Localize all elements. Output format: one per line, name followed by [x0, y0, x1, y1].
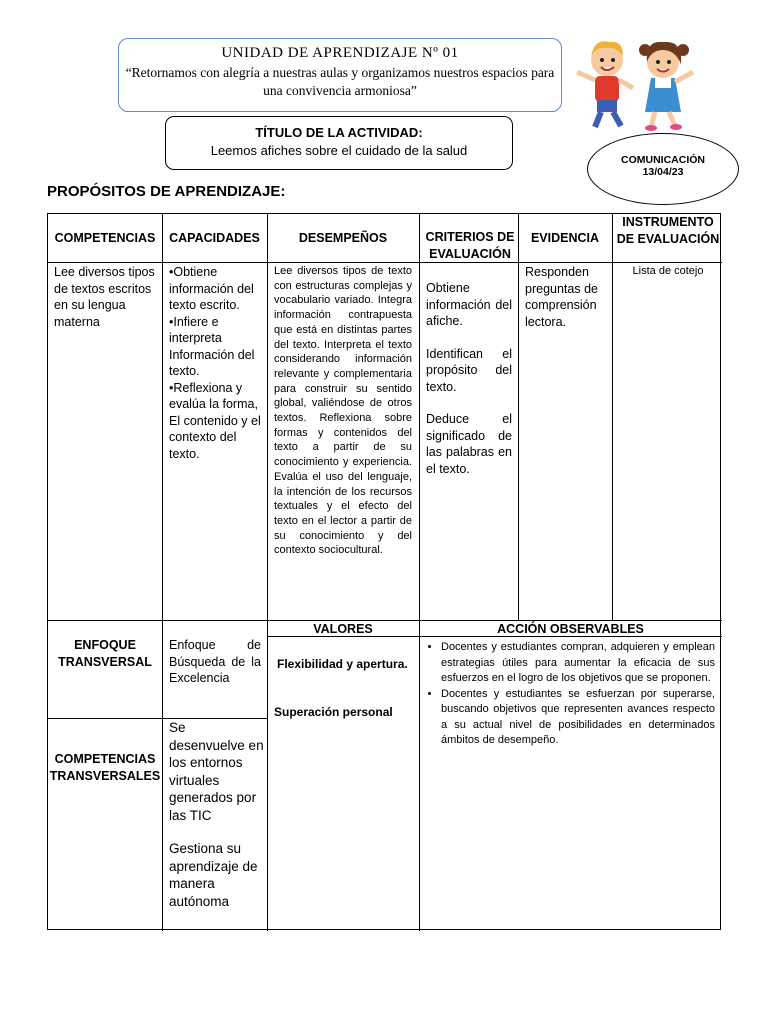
criterio-item: Deduce el significado de las palabras en el texto.	[426, 412, 512, 476]
transversales-list	[169, 719, 265, 910]
criterios-list	[426, 280, 512, 477]
enfoque-name: Enfoque de Búsqueda de la Excelencia	[169, 638, 261, 685]
area-oval	[587, 133, 739, 205]
criterio-item: Obtiene información del afiche.	[426, 281, 512, 328]
unit-title: UNIDAD DE APRENDIZAJE Nº 01	[221, 45, 459, 61]
transversal-item: Se desenvuelve en los entornos virtuales generados por las TIC	[169, 720, 264, 823]
activity-box	[165, 116, 513, 170]
header-criterios: CRITERIOS DE EVALUACIÓN	[425, 230, 515, 261]
header-competencias: COMPETENCIAS	[54, 231, 156, 245]
valor-item: Superación personal	[274, 705, 393, 719]
capacidad-item: •Obtiene información del texto escrito.	[169, 265, 254, 312]
header-desempenos: DESEMPEÑOS	[298, 231, 388, 245]
desempeno-text: Lee diversos tipos de texto con estructuras complejas y vocabulario variado. Integra información contrapuesta que está en distintas partes del texto. Interpreta el texto considerando información relevante y complementaria para construir su sentido global, valiéndose de otros textos. Reflexiona sobre formas y contenidos del texto a partir de su conocimiento y experiencia. Evalúa el uso del lenguaje, la intención de los recursos textuales y el efecto del texto en el lector a partir de su conocimiento y del contexto sociocultural.	[274, 265, 412, 557]
accion-item: • Docentes y estudiantes compran, adquieren y emplean estrategias útiles para aumentar la eficacia de sus esfuerzos en el logro de los objetivos que se proponen.	[441, 640, 715, 687]
capacidades-list	[169, 264, 263, 462]
valores-header: VALORES	[313, 622, 373, 636]
header-evidencia: EVIDENCIA	[530, 231, 600, 245]
competencia-text: Lee diversos tipos de textos escritos en su lengua materna	[54, 265, 155, 329]
capacidad-item: •Infiere e interpreta Información del texto.	[169, 314, 255, 378]
criterio-item: Identifican el propósito del texto.	[426, 346, 512, 394]
purposes-title: PROPÓSITOS DE APRENDIZAJE:	[47, 183, 286, 200]
area-date: 13/04/23	[642, 166, 684, 178]
area-name: COMUNICACIÓN	[621, 154, 705, 166]
evidencia-text: Responden preguntas de comprensión lectora.	[525, 265, 598, 329]
acciones-header: ACCIÓN OBSERVABLES	[497, 622, 644, 636]
instrumento-text: Lista de cotejo	[632, 265, 704, 277]
activity-label: TÍTULO DE LA ACTIVIDAD:	[255, 125, 423, 140]
unit-box	[118, 38, 562, 112]
valor-item: Flexibilidad y apertura.	[277, 657, 408, 671]
unit-subtitle: “Retornamos con alegría a nuestras aulas y organizamos nuestros espacios para una convivencia armoniosa”	[125, 65, 555, 98]
capacidad-item: El contenido y el contexto del texto.	[169, 413, 261, 461]
activity-title: Leemos afiches sobre el cuidado de la salud	[210, 143, 468, 158]
accion-item: • Docentes y estudiantes se esfuerzan por superarse, buscando objetivos que representen avances respecto a su actual nivel de posibilidades en determinados ámbitos de desempeño.	[441, 687, 715, 749]
transversal-item: Gestiona su aprendizaje de manera autónoma	[169, 841, 258, 909]
header-capacidades: CAPACIDADES	[169, 231, 260, 245]
enfoque-label: ENFOQUE TRANSVERSAL	[58, 638, 152, 669]
header-instrumento: INSTRUMENTO DE EVALUACIÓN	[616, 215, 720, 246]
children-illustration	[565, 32, 715, 132]
learning-table	[47, 213, 721, 930]
transversales-label: COMPETENCIAS TRANSVERSALES	[49, 752, 161, 783]
capacidad-item: •Reflexiona y evalúa la forma,	[169, 380, 258, 411]
acciones-list	[425, 640, 715, 749]
